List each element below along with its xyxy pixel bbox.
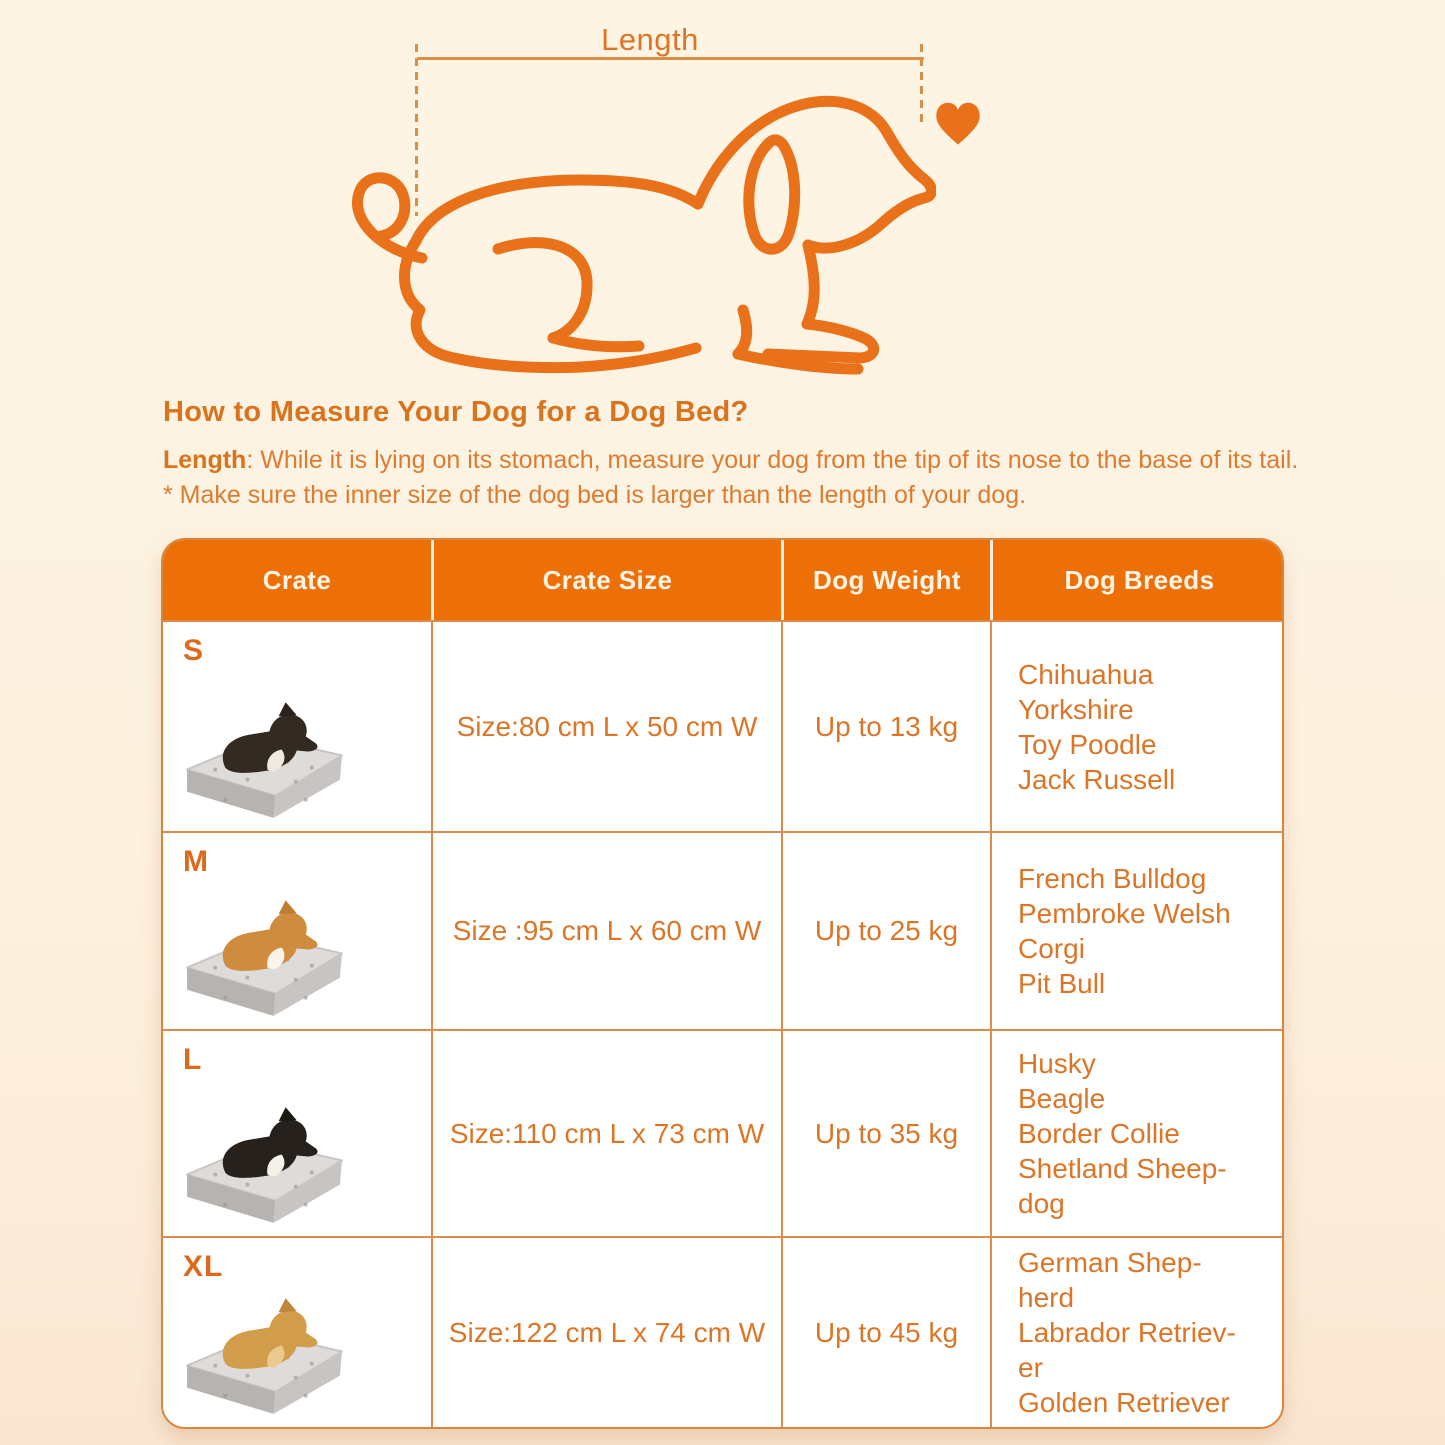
header-crate-size: Crate Size <box>431 540 781 620</box>
breed-line: dog <box>1018 1188 1065 1219</box>
crate-label-s: S <box>183 634 205 667</box>
dog-breeds-m <box>990 831 1284 1029</box>
table-row-l-crate-cell <box>163 1029 431 1236</box>
dog-weight-l: Up to 35 kg <box>781 1029 990 1236</box>
page-title: How to Measure Your Dog for a Dog Bed? <box>163 396 749 428</box>
breed-line: Pembroke Welsh <box>1018 898 1231 929</box>
crate-size-l: Size:110 cm L x 73 cm W <box>431 1029 781 1236</box>
table-row-m-crate-cell <box>163 831 431 1029</box>
length-measure-label: Length <box>601 22 699 57</box>
crate-size-s: Size:80 cm L x 50 cm W <box>431 620 781 831</box>
dog-breeds-s <box>990 620 1284 831</box>
crate-size-xl: Size:122 cm L x 74 cm W <box>431 1236 781 1427</box>
crate-label-xl: XL <box>183 1250 224 1283</box>
measure-instruction-line <box>163 443 1373 478</box>
crate-size-m: Size :95 cm L x 60 cm W <box>431 831 781 1029</box>
intro-section <box>163 396 1373 513</box>
crate-label-l: L <box>183 1043 203 1076</box>
breed-line: Labrador Retriev- <box>1018 1317 1236 1348</box>
breed-line: German Shep- <box>1018 1247 1202 1278</box>
breed-line: Chihuahua <box>1018 658 1154 690</box>
dog-bed-photo-xl <box>175 1283 351 1419</box>
breed-line: Toy Poodle <box>1018 728 1157 760</box>
breed-line: Golden Retriever <box>1018 1387 1230 1418</box>
dog-bed-photo-m <box>175 885 351 1021</box>
breed-line: herd <box>1018 1282 1075 1313</box>
table-row-xl-crate-cell <box>163 1236 431 1427</box>
breed-line: Yorkshire <box>1018 693 1134 725</box>
breed-line: Husky <box>1018 1048 1096 1079</box>
dog-weight-xl: Up to 45 kg <box>781 1236 990 1427</box>
header-crate: Crate <box>163 540 431 620</box>
dog-weight-s: Up to 13 kg <box>781 620 990 831</box>
dog-bed-size-table <box>161 538 1284 1429</box>
breed-line: Corgi <box>1018 933 1085 964</box>
breed-line: er <box>1018 1352 1043 1383</box>
breed-line: Pit Bull <box>1018 968 1106 999</box>
length-instruction-text: : While it is lying on its stomach, measure your dog from the tip of its nose to the base of its tail. <box>246 446 1299 474</box>
measure-note-line: * Make sure the inner size of the dog bed is larger than the length of your dog. <box>163 481 1027 509</box>
breed-line: Beagle <box>1018 1083 1106 1114</box>
heart-icon <box>931 97 985 149</box>
breed-line: Border Collie <box>1018 1118 1180 1149</box>
dog-weight-m: Up to 25 kg <box>781 831 990 1029</box>
table-row-s-crate-cell <box>163 620 431 831</box>
dog-breeds-l <box>990 1029 1284 1236</box>
breed-line: Jack Russell <box>1018 763 1176 795</box>
measurement-illustration <box>0 0 1445 380</box>
breed-line: French Bulldog <box>1018 863 1207 894</box>
dog-bed-photo-l <box>175 1092 351 1228</box>
dog-outline-illustration <box>336 86 936 378</box>
length-measure-line <box>417 57 924 60</box>
dog-breeds-xl <box>990 1236 1284 1427</box>
length-keyword: Length <box>163 446 247 474</box>
header-dog-weight: Dog Weight <box>781 540 990 620</box>
header-dog-breeds: Dog Breeds <box>990 540 1284 620</box>
breed-line: Shetland Sheep- <box>1018 1153 1227 1184</box>
crate-label-m: M <box>183 845 209 878</box>
dog-bed-photo-s <box>175 687 351 823</box>
